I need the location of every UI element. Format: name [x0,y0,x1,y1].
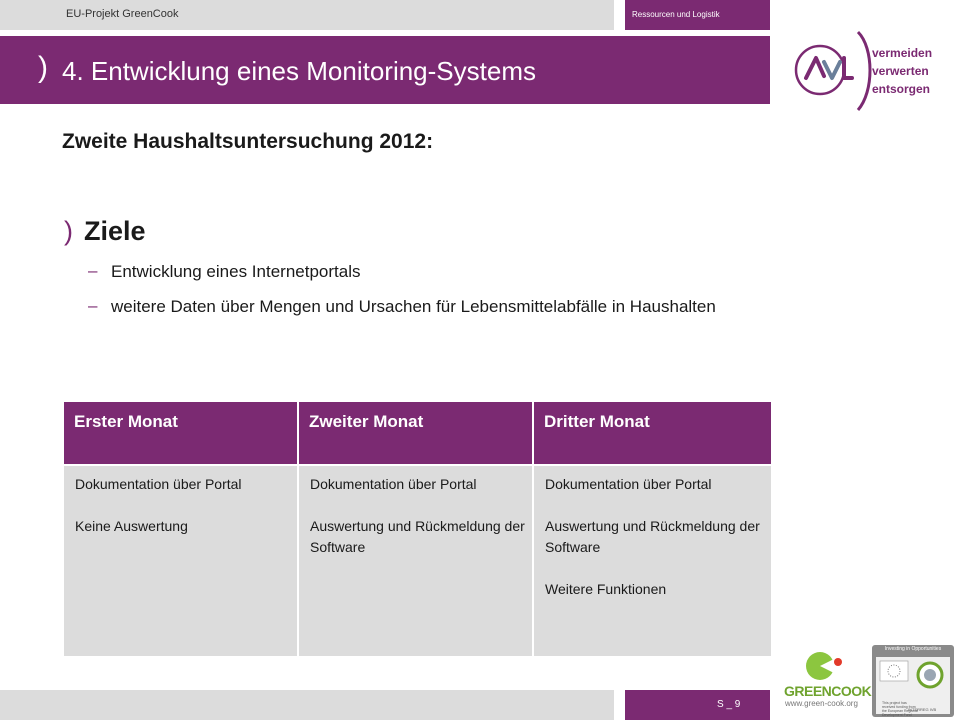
header-project-bar [0,0,614,30]
sub-item-text: weitere Daten über Mengen und Ursachen für Lebensmittelabfälle in Haushalten [111,297,716,316]
cell-line: Auswertung und Rückmeldung der Software [545,518,760,555]
avl-word-2: verwerten [872,64,929,78]
slide-subtitle: Zweite Haushaltsuntersuchung 2012: [62,130,434,153]
monthly-plan-table [64,402,771,656]
avl-word-3: entsorgen [872,82,931,96]
greencook-url: www.green-cook.org [785,699,858,708]
sub-item-text: Entwicklung eines Internetportals [111,262,361,281]
interreg-brand: INTERREG IVB [908,707,937,712]
greencook-wordmark: GREENCOOK [784,683,872,699]
avl-word-1: vermeiden [872,46,933,60]
cell-line: Weitere Funktionen [545,581,667,597]
project-label: EU-Projekt GreenCook [66,8,179,20]
table-header-cell: Erster Monat [64,402,297,464]
interreg-header: Investing in Opportunities [884,646,942,652]
section-label: Ressourcen und Logistik [632,10,720,19]
dash-marker: – [88,296,98,315]
eu-flag-icon [876,657,950,697]
avl-tagline [872,44,932,98]
cell-line: Auswertung und Rückmeldung der Software [310,518,525,555]
interreg-badge [872,645,954,717]
bullet-heading: Ziele [84,216,146,246]
bullet-marker: ) [64,216,73,246]
table-header-cell: Zweiter Monat [299,402,532,464]
table-cell [534,466,771,656]
cell-line: Dokumentation über Portal [75,476,242,492]
page-number: S _ 9 [717,699,741,710]
table-cell [299,466,532,656]
table-header-cell: Dritter Monat [534,402,771,464]
footer-page-bar [625,690,770,720]
table-cell [64,466,297,656]
cell-line: Keine Auswertung [75,518,188,534]
cell-line: Dokumentation über Portal [310,476,477,492]
interreg-panel [876,657,950,717]
header-section-bar [625,0,770,30]
dash-marker: – [88,261,98,280]
title-band [0,36,770,104]
slide-title: 4. Entwicklung eines Monitoring-Systems [62,56,536,86]
footer-bar [0,690,614,720]
cell-line: Dokumentation über Portal [545,476,712,492]
title-bullet: ) [38,51,48,84]
interreg-note: This project has received funding from the European Regional Development Fund [882,701,918,717]
